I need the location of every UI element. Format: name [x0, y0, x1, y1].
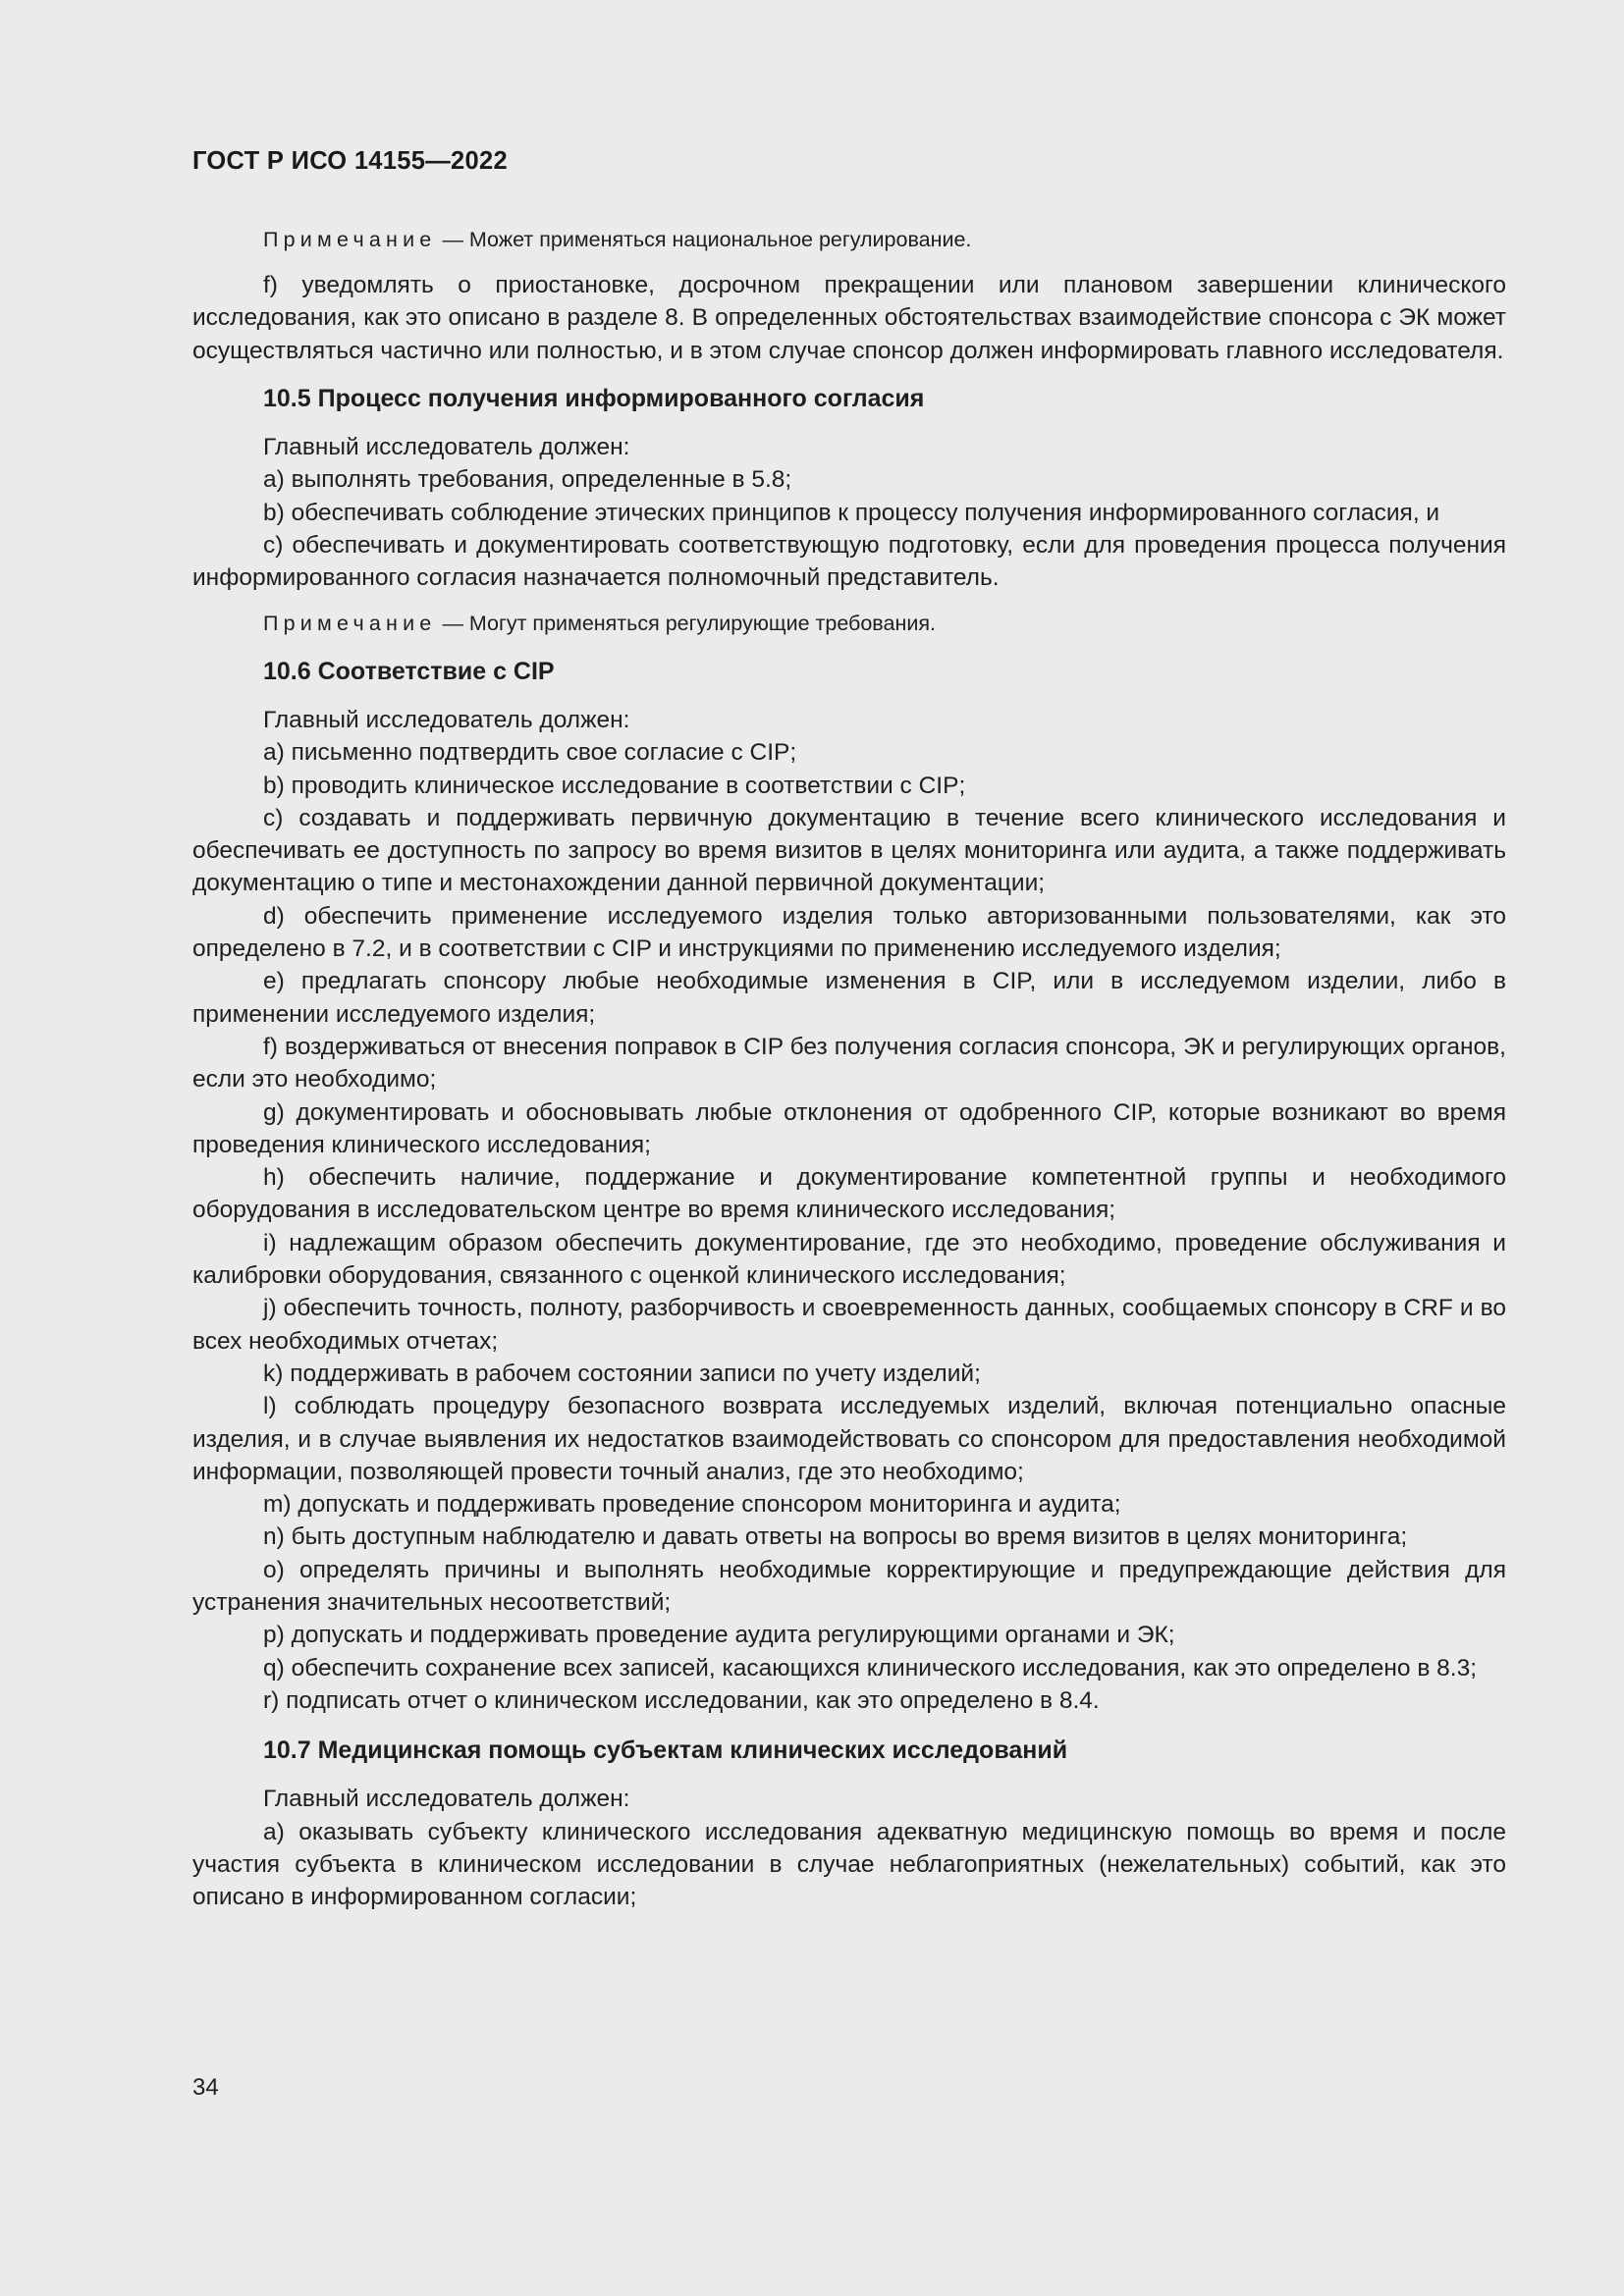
list-item-10-6-a: a) письменно подтвердить свое согласие с CIP;	[263, 739, 797, 767]
section-title-10-6: 10.6 Соответствие с CIP	[263, 657, 555, 685]
list-item-10-6-b: b) проводить клиническое исследование в соответствии с CIP;	[263, 772, 966, 799]
list-item-10-6-g: g) документировать и обосновывать любые отклонения от одобренного CIP, которые возникают во время проведения клинического исследования;	[192, 1098, 1506, 1158]
section-lead-10-5: Главный исследователь должен:	[263, 434, 630, 461]
list-item-10-7-a: a) оказывать субъекту клинического исследования адекватную медицинскую помощь во время и после участия субъекта в клиническом исследовании в случае неблагоприятных (нежелательных) событий, как это описано в информированном согласии;	[192, 1818, 1506, 1911]
document-header-code: ГОСТ Р ИСО 14155—2022	[192, 147, 508, 175]
list-item-10-6-r: r) подписать отчет о клиническом исследовании, как это определено в 8.4.	[263, 1686, 1100, 1714]
paragraph-f-notify: f) уведомлять о приостановке, досрочном прекращении или плановом завершении клинического исследования, как это описано в разделе 8. В определенных обстоятельствах взаимодействие спонсора с ЭК может осуществляться частично или полностью, и в этом случае спонсор должен информировать главного исследователя.	[192, 272, 1506, 364]
list-item-10-6-d: d) обеспечить применение исследуемого изделия только авторизованными пользователями, как это определено в 7.2, и в соответствии с CIP и инструкциями по применению исследуемого изделия;	[192, 902, 1506, 963]
page-number: 34	[192, 2074, 219, 2101]
section-title-10-5: 10.5 Процесс получения информированного согласия	[263, 384, 925, 412]
list-item-10-6-o: o) определять причины и выполнять необходимые корректирующие и предупреждающие действия для устранения значительных несоответствий;	[192, 1556, 1506, 1616]
note-regulatory-requirements	[192, 608, 1506, 640]
note-national-regulation	[192, 224, 1506, 256]
list-item-10-6-k: k) поддерживать в рабочем состоянии записи по учету изделий;	[263, 1360, 981, 1387]
note-label: Примечание	[263, 228, 437, 251]
list-item-10-6-n: n) быть доступным наблюдателю и давать ответы на вопросы во время визитов в целях мониторинга;	[263, 1523, 1408, 1551]
list-item-10-6-j: j) обеспечить точность, полноту, разборчивость и своевременность данных, сообщаемых спонсору в CRF и во всех необходимых отчетах;	[192, 1295, 1506, 1355]
note-text: — Могут применяться регулирующие требования.	[442, 611, 936, 635]
page-content	[192, 224, 1506, 1914]
list-item-10-5-a: a) выполнять требования, определенные в 5.8;	[263, 466, 792, 494]
section-title-10-7: 10.7 Медицинская помощь субъектам клинических исследований	[263, 1736, 1068, 1765]
section-lead-10-7: Главный исследователь должен:	[263, 1786, 630, 1813]
list-item-10-6-f: f) воздерживаться от внесения поправок в CIP без получения согласия спонсора, ЭК и регулирующих органов, если это необходимо;	[192, 1033, 1506, 1094]
list-item-10-6-h: h) обеспечить наличие, поддержание и документирование компетентной группы и необходимого оборудования в исследовательском центре во время клинического исследования;	[192, 1164, 1506, 1224]
note-label: Примечание	[263, 611, 437, 635]
list-item-10-6-i: i) надлежащим образом обеспечить документирование, где это необходимо, проведение обслуживания и калибровки оборудования, связанного с оценкой клинического исследования;	[192, 1229, 1506, 1290]
list-item-10-6-l: l) соблюдать процедуру безопасного возврата исследуемых изделий, включая потенциально опасные изделия, и в случае выявления их недостатков взаимодействовать со спонсором для предоставления необходимой информации, позволяющей провести точный анализ, где это необходимо;	[192, 1393, 1506, 1485]
list-item-10-6-c: c) создавать и поддерживать первичную документацию в течение всего клинического исследования и обеспечивать ее доступность по запросу во время визитов в целях мониторинга или аудита, а также поддерживать документацию о типе и местонахождении данной первичной документации;	[192, 804, 1506, 897]
list-item-10-6-p: p) допускать и поддерживать проведение аудита регулирующими органами и ЭК;	[263, 1622, 1175, 1649]
list-item-10-6-q: q) обеспечить сохранение всех записей, касающихся клинического исследования, как это определено в 8.3;	[263, 1654, 1478, 1682]
list-item-10-6-m: m) допускать и поддерживать проведение спонсором мониторинга и аудита;	[263, 1491, 1121, 1519]
list-item-10-6-e: e) предлагать спонсору любые необходимые изменения в CIP, или в исследуемом изделии, либо в применении исследуемого изделия;	[192, 968, 1506, 1028]
list-item-10-5-c: c) обеспечивать и документировать соответствующую подготовку, если для проведения процесса получения информированного согласия назначается полномочный представитель.	[192, 532, 1506, 592]
note-text: — Может применяться национальное регулирование.	[442, 228, 972, 251]
list-item-10-5-b: b) обеспечивать соблюдение этических принципов к процессу получения информированного согласия, и	[263, 499, 1440, 526]
section-lead-10-6: Главный исследователь должен:	[263, 706, 630, 733]
